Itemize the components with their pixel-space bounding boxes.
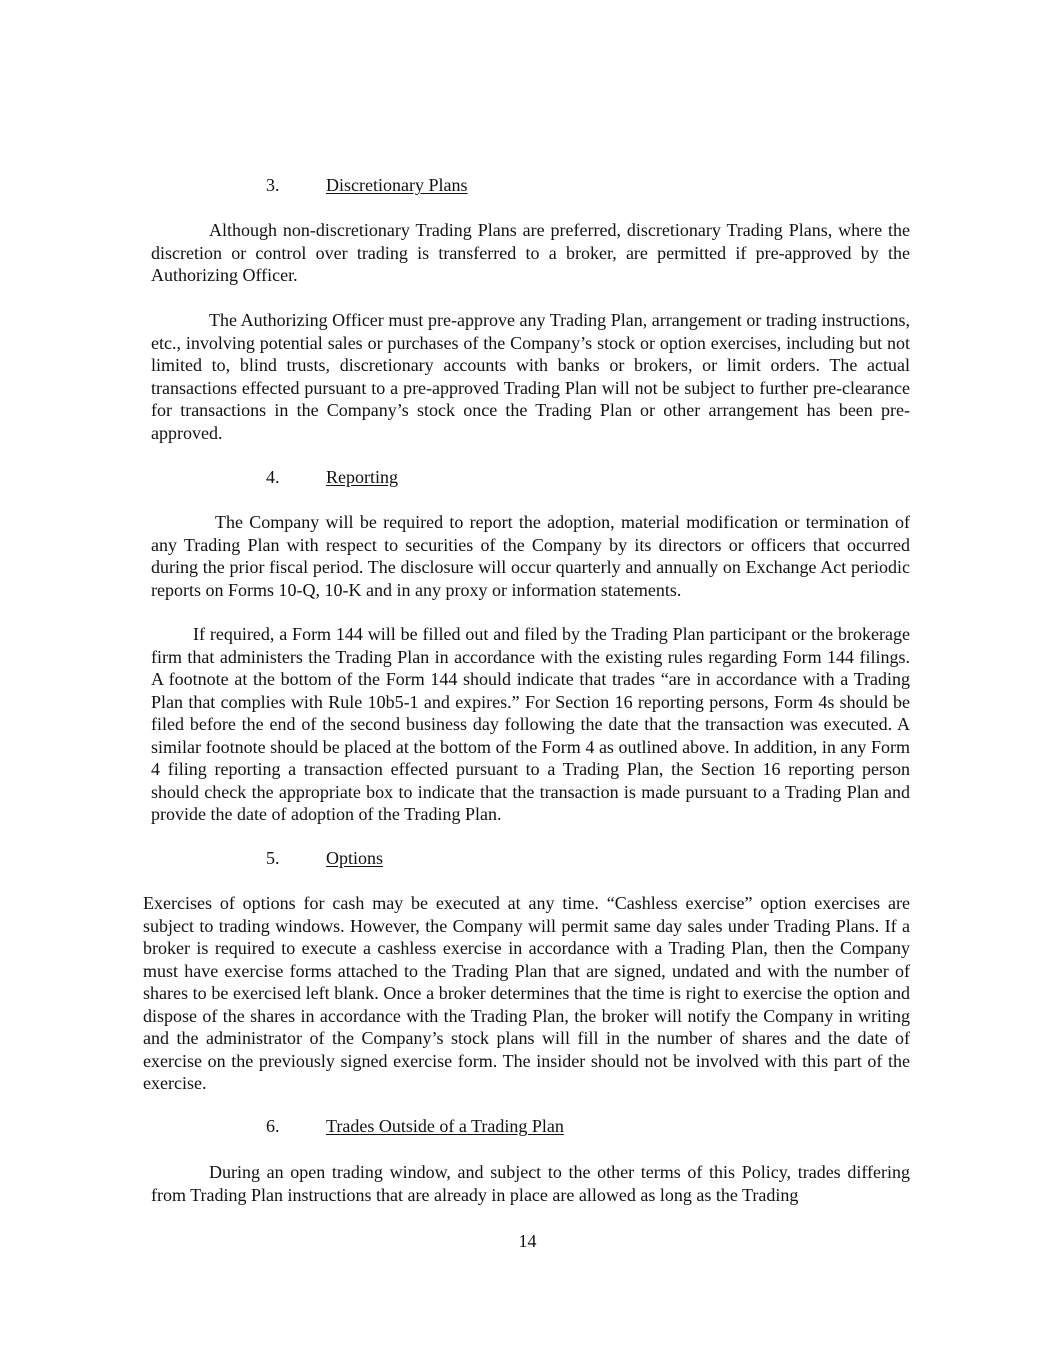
section-title: Reporting xyxy=(326,467,398,487)
paragraph: During an open trading window, and subject to the other terms of this Policy, trades differing from Trading Plan instructions that are already in place are allowed as long as the Trading xyxy=(151,1162,910,1205)
section-title: Options xyxy=(326,848,384,868)
section-heading-discretionary-plans xyxy=(266,174,467,197)
section-number: 6. xyxy=(266,1116,280,1136)
paragraph: The Company will be required to report the adoption, material modification or termination of any Trading Plan with respect to securities of the Company by its directors or officers that occurred during the prior fiscal period. The disclosure will occur quarterly and annually on Exchange Act periodic reports on Forms 10-Q, 10-K and in any proxy or information statements. xyxy=(151,512,910,600)
section-heading-trades-outside xyxy=(266,1115,564,1138)
section-heading-reporting xyxy=(266,466,398,489)
section-number: 5. xyxy=(266,848,280,868)
section-title: Trades Outside of a Trading Plan xyxy=(326,1116,564,1136)
paragraph: The Authorizing Officer must pre-approve any Trading Plan, arrangement or trading instructions, etc., involving potential sales or purchases of the Company’s stock or option exercises, including but not limited to, blind trusts, discretionary accounts with banks or brokers, or limit orders. The actual transactions effected pursuant to a pre-approved Trading Plan will not be subject to further pre-clearance for transactions in the Company’s stock once the Trading Plan or other arrangement has been pre-approved. xyxy=(151,310,910,443)
section-title: Discretionary Plans xyxy=(326,175,468,195)
page-number: 14 xyxy=(518,1231,537,1251)
section-number: 4. xyxy=(266,467,280,487)
section-number: 3. xyxy=(266,175,280,195)
paragraph: If required, a Form 144 will be filled out and filed by the Trading Plan participant or the brokerage firm that administers the Trading Plan in accordance with the existing rules regarding Form 144 filings. A footnote at the bottom of the Form 144 should indicate that trades “are in accordance with a Trading Plan that complies with Rule 10b5-1 and expires.” For Section 16 reporting persons, Form 4s should be filed before the end of the second business day following the date that the transaction was executed. A similar footnote should be placed at the bottom of the Form 4 as outlined above. In addition, in any Form 4 filing reporting a transaction effected pursuant to a Trading Plan, the Section 16 reporting person should check the appropriate box to indicate that the transaction is made pursuant to a Trading Plan and provide the date of adoption of the Trading Plan. xyxy=(151,624,910,824)
section-heading-options xyxy=(266,847,383,870)
paragraph: Although non-discretionary Trading Plans are preferred, discretionary Trading Plans, where the discretion or control over trading is transferred to a broker, are permitted if pre-approved by the Authorizing Officer. xyxy=(151,220,910,285)
paragraph: Exercises of options for cash may be executed at any time. “Cashless exercise” option exercises are subject to trading windows. However, the Company will permit same day sales under Trading Plans. If a broker is required to execute a cashless exercise in accordance with a Trading Plan, then the Company must have exercise forms attached to the Trading Plan that are signed, undated and with the number of shares to be exercised left blank. Once a broker determines that the time is right to exercise the option and dispose of the shares in accordance with the Trading Plan, the broker will notify the Company in writing and the administrator of the Company’s stock plans will fill in the number of shares and the date of exercise on the previously signed exercise form. The insider should not be involved with this part of the exercise. xyxy=(143,893,910,1093)
